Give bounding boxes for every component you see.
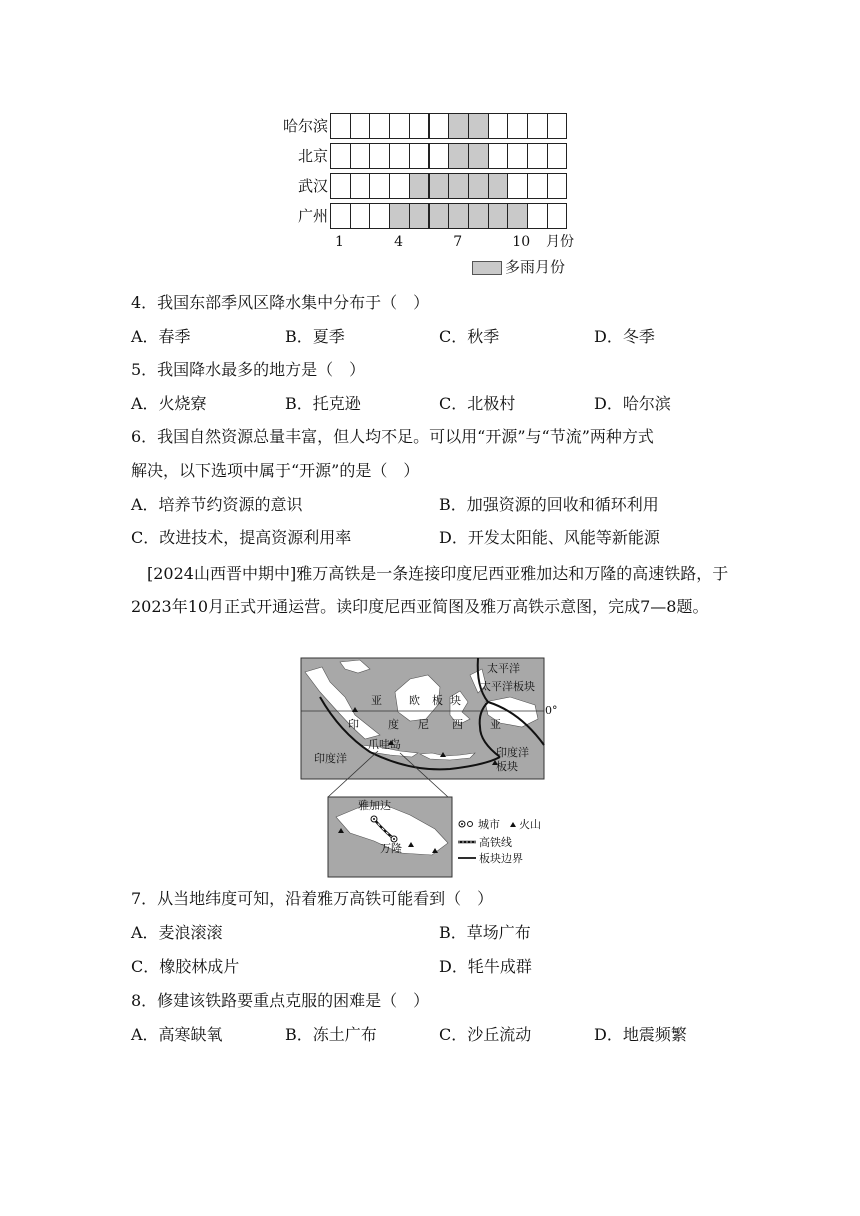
- label-eurasia-4: 块: [450, 694, 461, 707]
- city-row: [330, 203, 567, 229]
- city-row: [330, 113, 567, 139]
- wet-month-cell: [507, 203, 528, 229]
- q8-stem: 8．修建该铁路要重点克服的困难是（ ）: [131, 991, 430, 1010]
- month-tick-label: 1: [335, 234, 344, 250]
- q8-option-c: C．沙丘流动: [439, 1025, 532, 1044]
- month-cell: [330, 143, 351, 169]
- month-cell: [409, 143, 430, 169]
- month-cell: [488, 113, 509, 139]
- wet-month-cell: [429, 203, 450, 229]
- q6-stem-line2: 解决，以下选项中属于“开源”的是（ ）: [131, 461, 420, 480]
- month-cell: [369, 143, 390, 169]
- month-cell: [429, 143, 450, 169]
- wet-month-cell: [448, 143, 469, 169]
- month-cell: [350, 143, 371, 169]
- q7-option-d: D．牦牛成群: [439, 957, 532, 976]
- wet-month-cell: [468, 203, 489, 229]
- q5-option-c: C．北极村: [439, 394, 516, 413]
- month-cell: [369, 113, 390, 139]
- legend-volcano: 火山: [519, 818, 541, 831]
- label-pacific-plate: 太平洋板块: [480, 680, 535, 693]
- month-cell: [330, 173, 351, 199]
- wet-month-cell: [409, 203, 430, 229]
- label-indian-ocean: 印度洋: [314, 752, 347, 765]
- q8-option-b: B．冻土广布: [285, 1025, 377, 1044]
- q8-option-a: A．高寒缺氧: [131, 1025, 223, 1044]
- city-row: [330, 173, 567, 199]
- q6-option-a: A．培养节约资源的意识: [131, 495, 303, 514]
- q5-option-a: A．火烧寮: [131, 394, 207, 413]
- wet-month-cell: [448, 173, 469, 199]
- month-cell: [389, 173, 410, 199]
- q6-option-b: B．加强资源的回收和循环利用: [439, 495, 659, 514]
- month-cell: [507, 173, 528, 199]
- month-cell: [369, 203, 390, 229]
- indonesia-map: [300, 657, 558, 879]
- q5-stem: 5．我国降水最多的地方是（ ）: [131, 360, 366, 379]
- month-cell: [389, 143, 410, 169]
- month-cell: [527, 143, 548, 169]
- month-cell: [507, 143, 528, 169]
- q4-option-c: C．秋季: [439, 327, 500, 346]
- wet-month-cell: [429, 173, 450, 199]
- q7-stem: 7．从当地纬度可知，沿着雅万高铁可能看到（ ）: [131, 889, 494, 908]
- month-cell: [547, 203, 568, 229]
- month-cell: [330, 113, 351, 139]
- label-indo-4: 西: [452, 718, 463, 731]
- wet-month-cell: [488, 203, 509, 229]
- month-cell: [547, 173, 568, 199]
- label-pacific: 太平洋: [487, 662, 520, 675]
- month-cell: [527, 113, 548, 139]
- label-eurasia-1: 亚: [371, 694, 382, 707]
- label-java: 爪哇岛: [368, 738, 401, 751]
- label-equator: 0°: [545, 704, 558, 717]
- month-cell: [330, 203, 351, 229]
- city-label: 北京: [297, 147, 328, 165]
- q8-option-d: D．地震频繁: [594, 1025, 687, 1044]
- month-cell: [527, 173, 548, 199]
- city-row: [330, 143, 567, 169]
- month-cell: [547, 113, 568, 139]
- label-eurasia-3: 板: [432, 694, 443, 707]
- legend-railway: 高铁线: [479, 836, 512, 849]
- q6-stem-line1: 6．我国自然资源总量丰富，但人均不足。可以用“开源”与“节流”两种方式: [131, 427, 654, 446]
- q4-stem: 4．我国东部季风区降水集中分布于（ ）: [131, 293, 430, 312]
- month-cell: [389, 113, 410, 139]
- wet-month-cell: [389, 203, 410, 229]
- label-jakarta: 雅加达: [358, 799, 391, 812]
- month-tick-label: 10: [512, 234, 531, 250]
- wet-month-cell: [448, 113, 469, 139]
- wet-month-cell: [448, 203, 469, 229]
- q4-option-d: D．冬季: [594, 327, 655, 346]
- q6-option-c: C．改进技术，提高资源利用率: [131, 528, 352, 547]
- passage: [131, 557, 731, 623]
- legend-city: 城市: [478, 818, 500, 831]
- month-cell: [507, 113, 528, 139]
- city-label: 广州: [297, 207, 328, 225]
- month-tick-label: 7: [453, 234, 463, 250]
- city-label: 武汉: [297, 177, 328, 195]
- label-bandung: 万隆: [380, 842, 402, 855]
- legend-swatch: [472, 261, 502, 275]
- legend-label: 多雨月份: [505, 258, 566, 276]
- month-cell: [488, 143, 509, 169]
- q5-option-b: B．托克逊: [285, 394, 361, 413]
- month-cell: [369, 173, 390, 199]
- q4-option-a: A．春季: [131, 327, 191, 346]
- month-cell: [350, 113, 371, 139]
- wet-month-cell: [488, 173, 509, 199]
- month-tick-label: 4: [394, 234, 404, 250]
- label-indian-plate-1: 印度洋: [496, 746, 529, 759]
- legend-boundary: 板块边界: [479, 852, 523, 865]
- label-indo-5: 亚: [490, 718, 501, 731]
- month-cell: [350, 173, 371, 199]
- month-cell: [547, 143, 568, 169]
- label-indo-2: 度: [388, 718, 399, 731]
- label-indian-plate-2: 板块: [496, 760, 518, 773]
- q4-option-b: B．夏季: [285, 327, 345, 346]
- q7-option-a: A．麦浪滚滚: [131, 923, 223, 942]
- q6-option-d: D．开发太阳能、风能等新能源: [439, 528, 660, 547]
- city-label: 哈尔滨: [282, 117, 328, 135]
- month-cell: [527, 203, 548, 229]
- q7-option-c: C．橡胶林成片: [131, 957, 240, 976]
- label-indo-3: 尼: [418, 718, 429, 731]
- wet-month-cell: [468, 143, 489, 169]
- q7-option-b: B．草场广布: [439, 923, 531, 942]
- city-labels: [270, 113, 328, 233]
- month-cell: [429, 113, 450, 139]
- wet-month-cell: [409, 173, 430, 199]
- wet-month-cell: [468, 173, 489, 199]
- month-cell: [350, 203, 371, 229]
- label-eurasia-2: 欧: [409, 694, 420, 707]
- axis-unit-label: 月份: [546, 234, 574, 250]
- label-indo-1: 印: [348, 718, 359, 731]
- passage-text: [2024山西晋中期中]雅万高铁是一条连接印度尼西亚雅加达和万隆的高速铁路，于2023年10月正式开通运营。读印度尼西亚简图及雅万高铁示意图，完成7—8题。: [131, 564, 729, 616]
- month-cell: [409, 113, 430, 139]
- rain-month-chart: [270, 108, 590, 280]
- q5-option-d: D．哈尔滨: [594, 394, 671, 413]
- wet-month-cell: [468, 113, 489, 139]
